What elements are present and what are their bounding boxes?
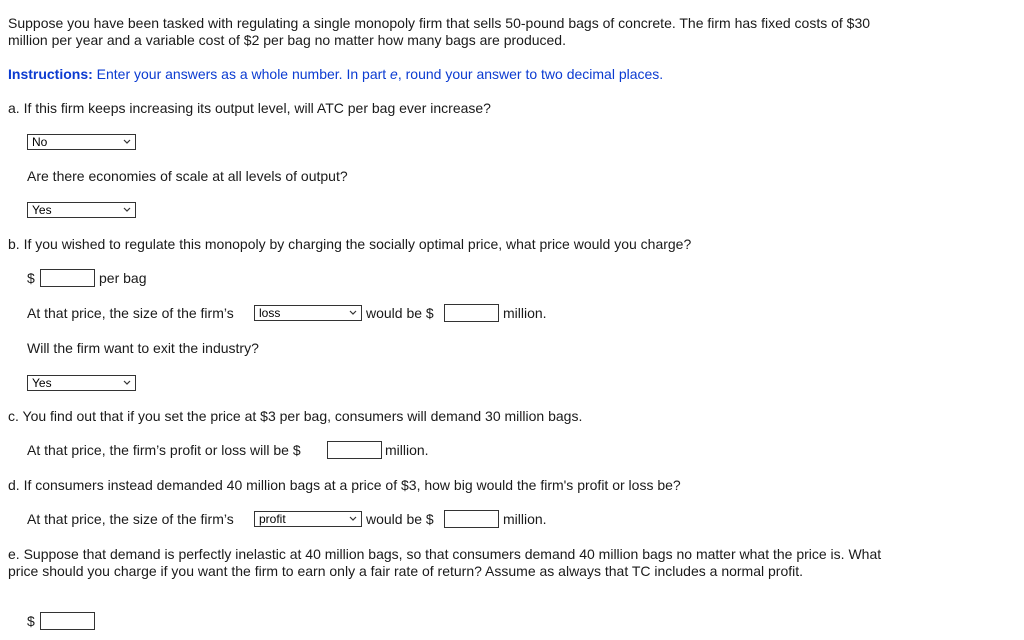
dollar-sign: $: [27, 270, 35, 286]
d-would-be: would be $: [366, 511, 434, 527]
instructions-text-2: , round your answer to two decimal places.: [397, 66, 664, 82]
dropdown-b-profit-loss-value: loss: [259, 306, 281, 320]
c-million: million.: [385, 442, 429, 458]
dropdown-a-economies[interactable]: [27, 202, 136, 218]
dollar-sign-e: $: [27, 613, 35, 629]
d-million: million.: [503, 511, 547, 527]
question-e: e. Suppose that demand is perfectly inelastic at 40 million bags, so that consumers demand 40 million bags no matter what the price is. What price should you charge if you want the firm to earn only a fair rate of return? Assume as always that TC includes a normal profit.: [8, 546, 882, 579]
chevron-down-icon: [348, 512, 358, 526]
dropdown-b-profit-loss[interactable]: [254, 305, 362, 321]
chevron-down-icon: [122, 203, 132, 217]
b-would-be: would be $: [366, 305, 434, 321]
dropdown-b-exit-value: Yes: [32, 376, 52, 390]
instructions: [8, 66, 663, 83]
dropdown-d-profit-loss-value: profit: [259, 512, 286, 526]
intro-text: Suppose you have been tasked with regulating a single monopoly firm that sells 50-pound bags of concrete. The firm has fixed costs of $30 million per year and a variable cost of $2 per bag no matter how many bags are produced.: [8, 15, 871, 48]
amount-input-b[interactable]: [444, 304, 499, 322]
per-bag-label: per bag: [99, 270, 147, 286]
question-a-2: Are there economies of scale at all levels of output?: [27, 168, 348, 184]
question-a: a. If this firm keeps increasing its output level, will ATC per bag ever increase?: [8, 100, 491, 116]
question-c: c. You find out that if you set the price at $3 per bag, consumers will demand 30 million bags.: [8, 408, 583, 424]
question-d: d. If consumers instead demanded 40 million bags at a price of $3, how big would the firm's profit or loss be?: [8, 477, 681, 493]
chevron-down-icon: [122, 376, 132, 390]
instructions-label: Instructions:: [8, 66, 93, 82]
amount-input-c[interactable]: [327, 441, 382, 459]
instructions-text: Enter your answers as a whole number. In part: [92, 66, 391, 82]
d-line2-prefix: At that price, the size of the firm’s: [27, 511, 234, 527]
instructions-part: e: [390, 66, 398, 82]
question-b: b. If you wished to regulate this monopoly by charging the socially optimal price, what price would you charge?: [8, 236, 692, 252]
dropdown-a-atc[interactable]: [27, 134, 136, 150]
dropdown-a-atc-value: No: [32, 135, 48, 149]
c-line2: At that price, the firm’s profit or loss will be $: [27, 442, 301, 458]
dropdown-b-exit[interactable]: [27, 375, 136, 391]
price-input-b[interactable]: [40, 269, 95, 287]
b-million: million.: [503, 305, 547, 321]
chevron-down-icon: [122, 135, 132, 149]
amount-input-d[interactable]: [444, 510, 499, 528]
dropdown-d-profit-loss[interactable]: [254, 511, 362, 527]
dropdown-a-economies-value: Yes: [32, 203, 52, 217]
price-input-e[interactable]: [40, 612, 95, 630]
b-line2-prefix: At that price, the size of the firm’s: [27, 305, 234, 321]
question-b-3: Will the firm want to exit the industry?: [27, 340, 259, 356]
chevron-down-icon: [348, 306, 358, 320]
